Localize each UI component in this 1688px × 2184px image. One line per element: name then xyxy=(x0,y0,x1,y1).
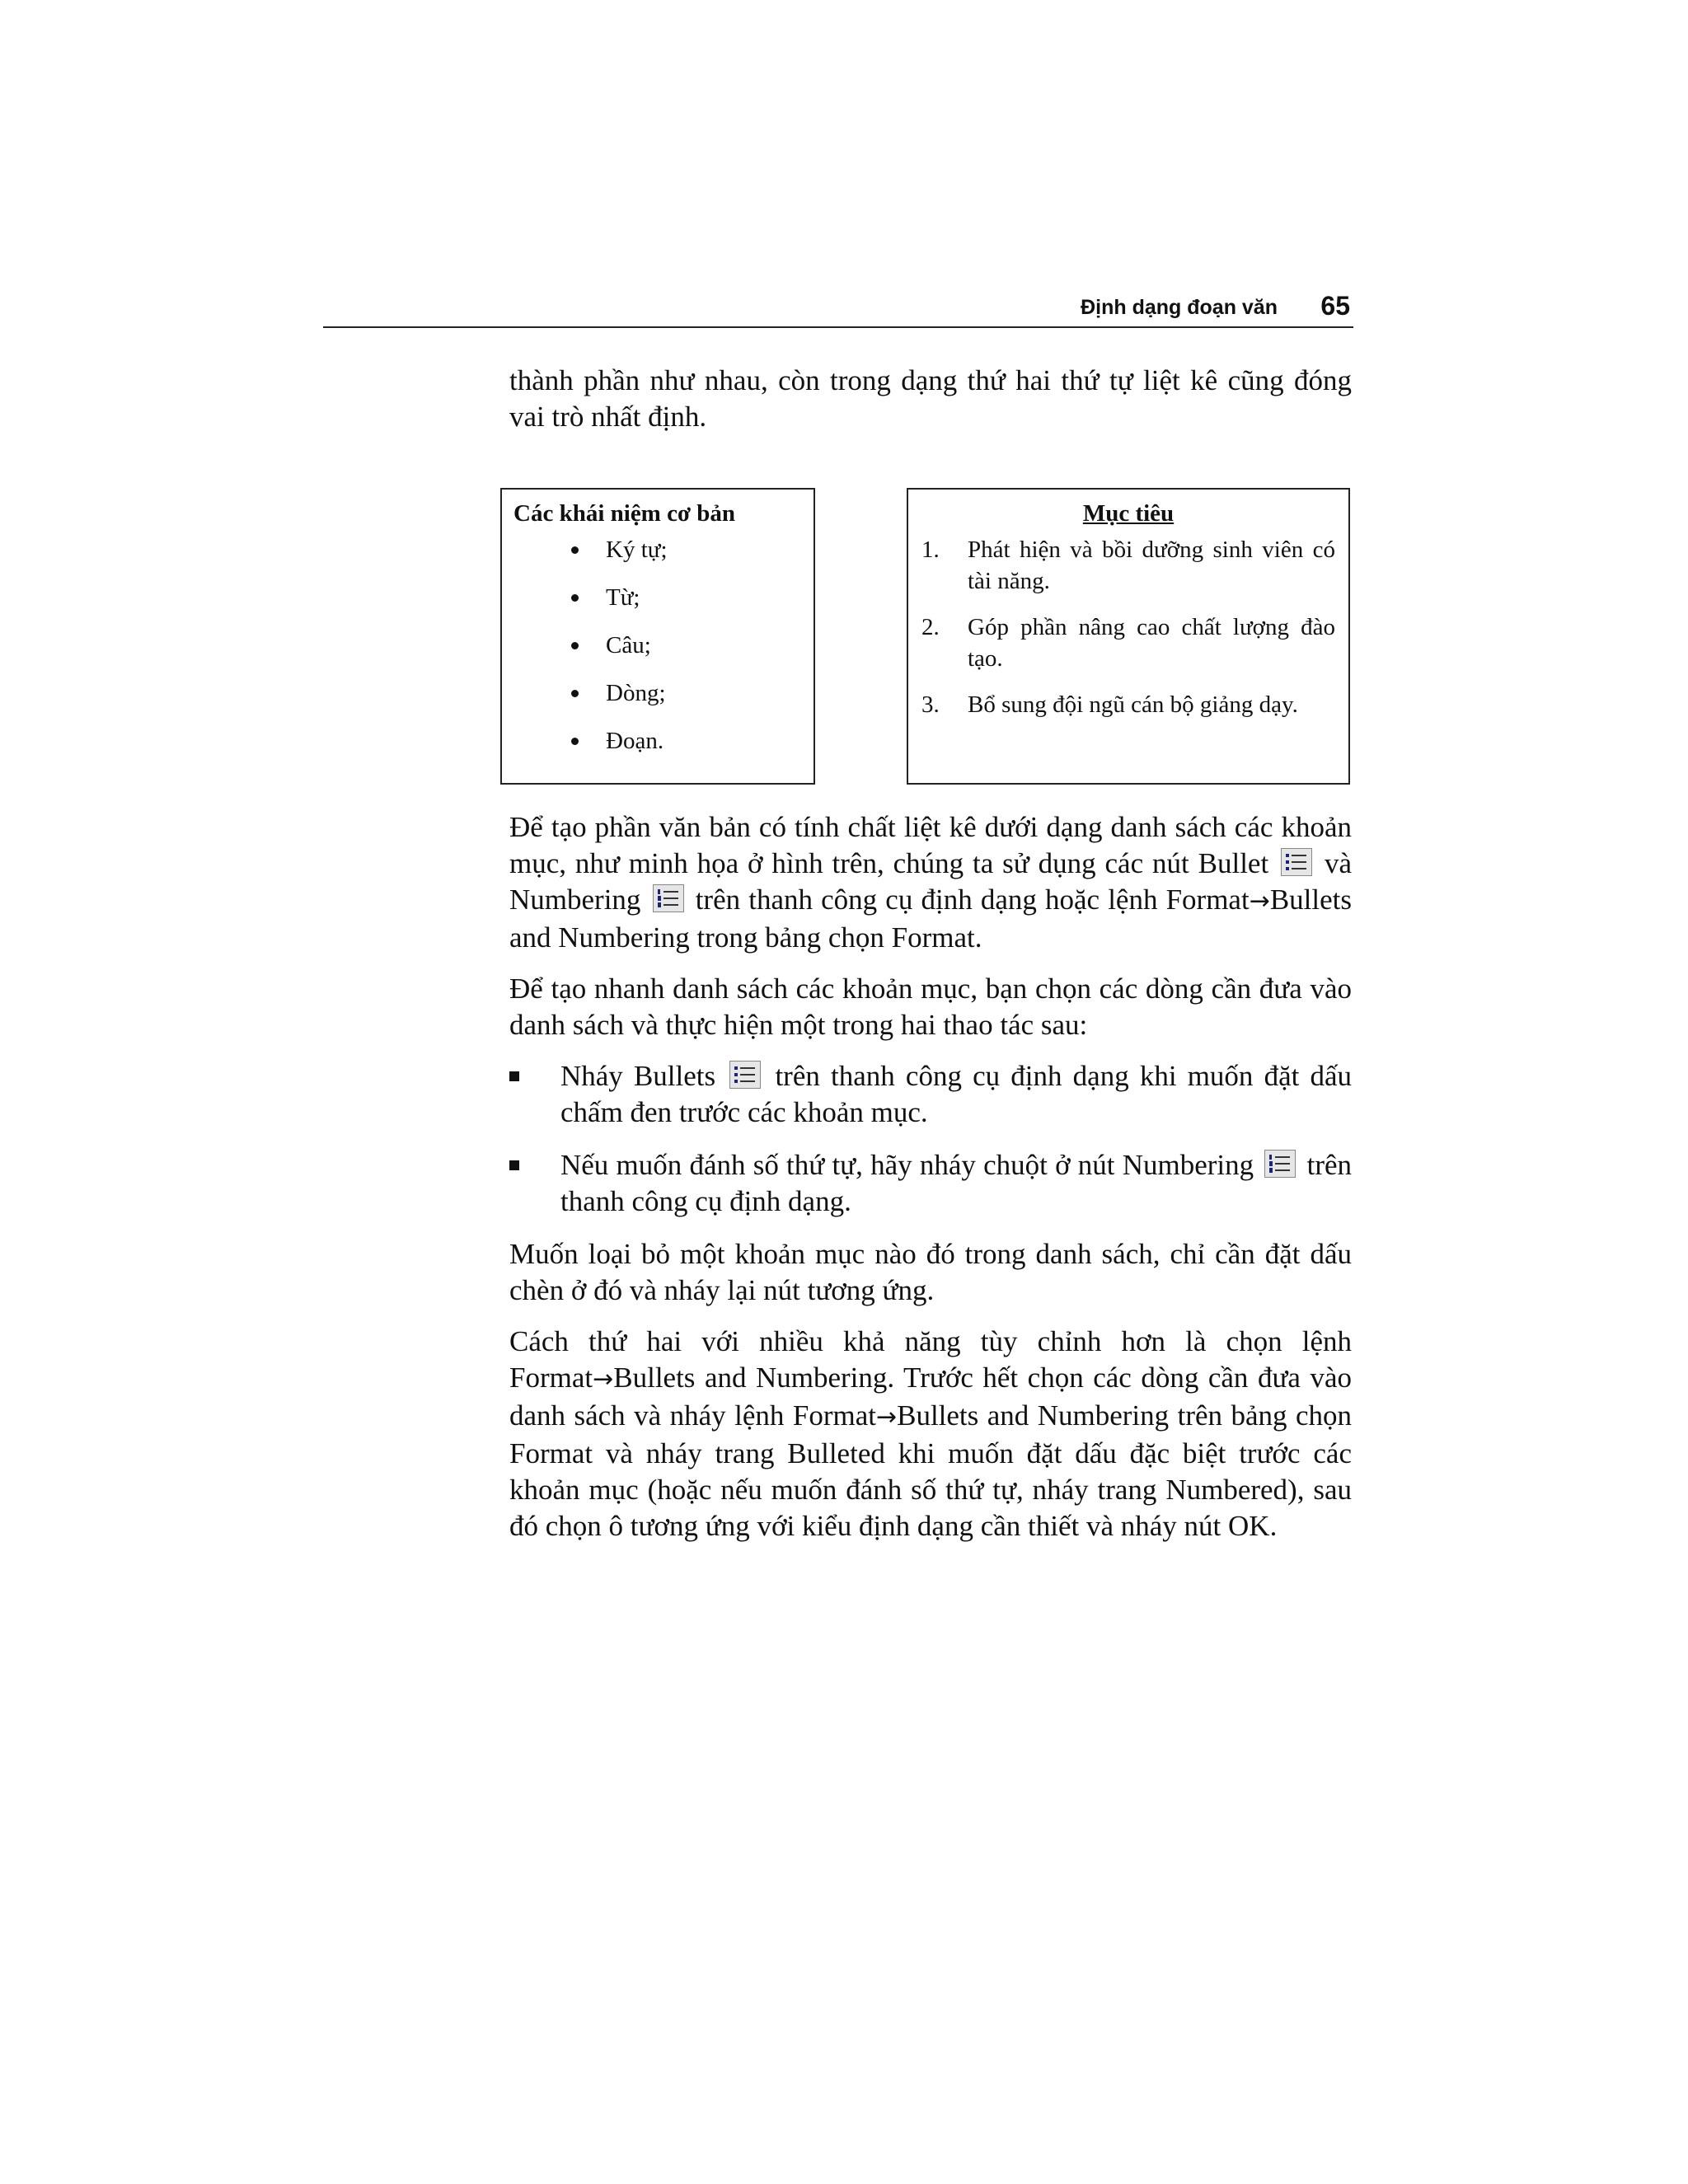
list-item: Dòng; xyxy=(513,677,802,725)
arrow-right-icon: → xyxy=(875,1403,898,1432)
page-header xyxy=(323,287,1353,328)
objectives-list xyxy=(921,534,1335,720)
intro-text: thành phần như nhau, còn trong dạng thứ hai thứ tự liệt kê cũng đóng vai trò nhất định. xyxy=(509,364,1352,433)
bullet-dot-icon xyxy=(571,546,579,554)
list-item: 2. Góp phần nâng cao chất lượng đào tạo. xyxy=(921,614,1335,672)
basic-concepts-list xyxy=(513,534,802,773)
bullet-dot-icon xyxy=(571,738,579,745)
paragraph: Để tạo phần văn bản có tính chất liệt kê dưới dạng danh sách các khoản mục, như minh họa ở hình trên, chúng ta sử dụng các nút Bullet và Numbering trên thanh công cụ định dạng hoặc lệnh Format→Bullets and Numbering trong bảng chọn Format. xyxy=(509,811,1353,954)
basic-concepts-title: Các khái niệm cơ bản xyxy=(513,500,736,527)
objectives-box xyxy=(907,488,1350,785)
bullet-dot-icon xyxy=(571,690,579,697)
bullet-dot-icon xyxy=(571,642,579,649)
list-item: Ký tự; xyxy=(513,534,802,582)
body-text xyxy=(509,809,1352,1544)
list-item: 1. Phát hiện và bồi dưỡng sinh viên có tài năng. xyxy=(921,537,1335,594)
list-item: Nháy Bullets trên thanh công cụ định dạng khi muốn đặt dấu chấm đen trước các khoản mục. xyxy=(509,1058,1352,1131)
paragraph: Cách thứ hai với nhiều khả năng tùy chỉnh hơn là chọn lệnh Format→Bullets and Numbering. Trước hết chọn các dòng cần đưa vào danh sách và nháy lệnh Format→Bullets and Numbering trên bảng chọn Format và nháy trang Bulleted khi muốn đặt dấu đặc biệt trước các khoản mục (hoặc nếu muốn đánh số thứ tự, nháy trang Numbered), sau đó chọn ô tương ứng với kiểu định dạng cần thiết và nháy nút OK. xyxy=(509,1325,1352,1542)
basic-concepts-box xyxy=(500,488,815,785)
list-item: 3. Bổ sung đội ngũ cán bộ giảng dạy. xyxy=(921,691,1298,718)
list-item: Câu; xyxy=(513,630,802,677)
paragraph: Để tạo nhanh danh sách các khoản mục, bạn chọn các dòng cần đưa vào danh sách và thực hiện một trong hai thao tác sau: xyxy=(509,972,1352,1041)
bullets-button-icon[interactable] xyxy=(1281,848,1312,876)
numbering-button-icon[interactable] xyxy=(653,884,684,912)
chapter-title: Định dạng đoạn văn xyxy=(1081,296,1278,319)
bullet-dot-icon xyxy=(571,594,579,602)
intro-paragraph xyxy=(509,363,1352,435)
page-number: 65 xyxy=(1320,291,1350,321)
bullets-button-icon[interactable] xyxy=(729,1061,761,1089)
arrow-right-icon: → xyxy=(593,1365,614,1394)
square-bullet-icon xyxy=(509,1160,519,1170)
list-item: Từ; xyxy=(513,582,802,630)
list-item: Đoạn. xyxy=(513,725,802,773)
paragraph: Muốn loại bỏ một khoản mục nào đó trong danh sách, chỉ cần đặt dấu chèn ở đó và nháy lại nút tương ứng. xyxy=(509,1238,1352,1306)
methods-list xyxy=(509,1058,1352,1220)
list-item: Nếu muốn đánh số thứ tự, hãy nháy chuột ở nút Numbering trên thanh công cụ định dạng. xyxy=(509,1147,1352,1220)
square-bullet-icon xyxy=(509,1071,519,1081)
arrow-right-icon: → xyxy=(1249,887,1270,916)
objectives-title: Mục tiêu xyxy=(1082,500,1175,527)
numbering-button-icon[interactable] xyxy=(1264,1150,1296,1178)
